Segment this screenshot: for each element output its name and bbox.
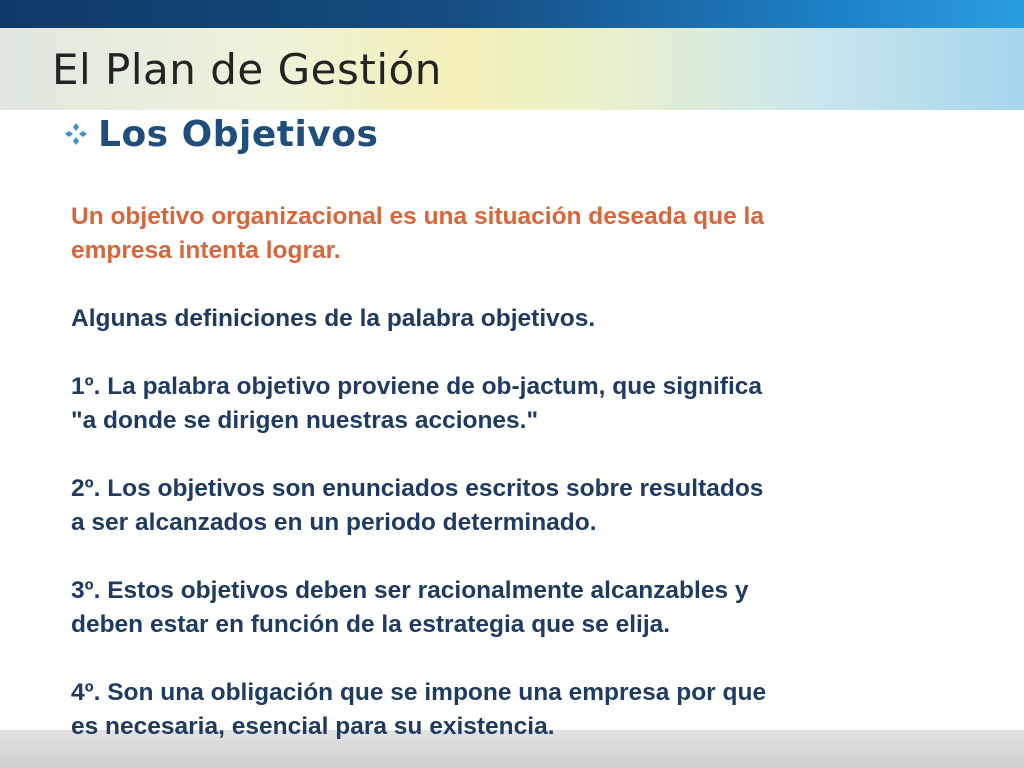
definition-4-line-2: es necesaria, esencial para su existencia.: [71, 713, 555, 740]
definition-2-line-2: a ser alcanzados en un periodo determinado.: [71, 509, 597, 536]
section-heading: [64, 112, 378, 156]
slide-title: El Plan de Gestión: [52, 45, 442, 94]
diamond-bullet-icon: [64, 122, 88, 146]
definition-1-line-2: "a donde se dirigen nuestras acciones.": [71, 407, 539, 434]
header-top-stripe: [0, 0, 1024, 28]
intro-paragraph: [71, 200, 911, 268]
definitions-heading-text: Algunas definiciones de la palabra objetivos.: [71, 305, 596, 332]
definition-4-line-1: 4º. Son una obligación que se impone una empresa por que: [71, 679, 767, 706]
definition-item-4: [71, 676, 911, 744]
definition-2-line-1: 2º. Los objetivos son enunciados escritos sobre resultados: [71, 475, 764, 502]
intro-line-1: Un objetivo organizacional es una situación deseada que la: [71, 203, 764, 230]
definition-3-line-1: 3º. Estos objetivos deben ser racionalmente alcanzables y: [71, 577, 749, 604]
definition-item-3: [71, 574, 911, 642]
definitions-heading: [71, 302, 911, 336]
definition-item-1: [71, 370, 911, 438]
section-heading-text: Los Objetivos: [98, 113, 379, 155]
intro-line-2: empresa intenta lograr.: [71, 237, 341, 264]
definition-1-line-1: 1º. La palabra objetivo proviene de ob-jactum, que significa: [71, 373, 763, 400]
slide-body: [71, 200, 911, 744]
definition-3-line-2: deben estar en función de la estrategia que se elija.: [71, 611, 671, 638]
definition-item-2: [71, 472, 911, 540]
